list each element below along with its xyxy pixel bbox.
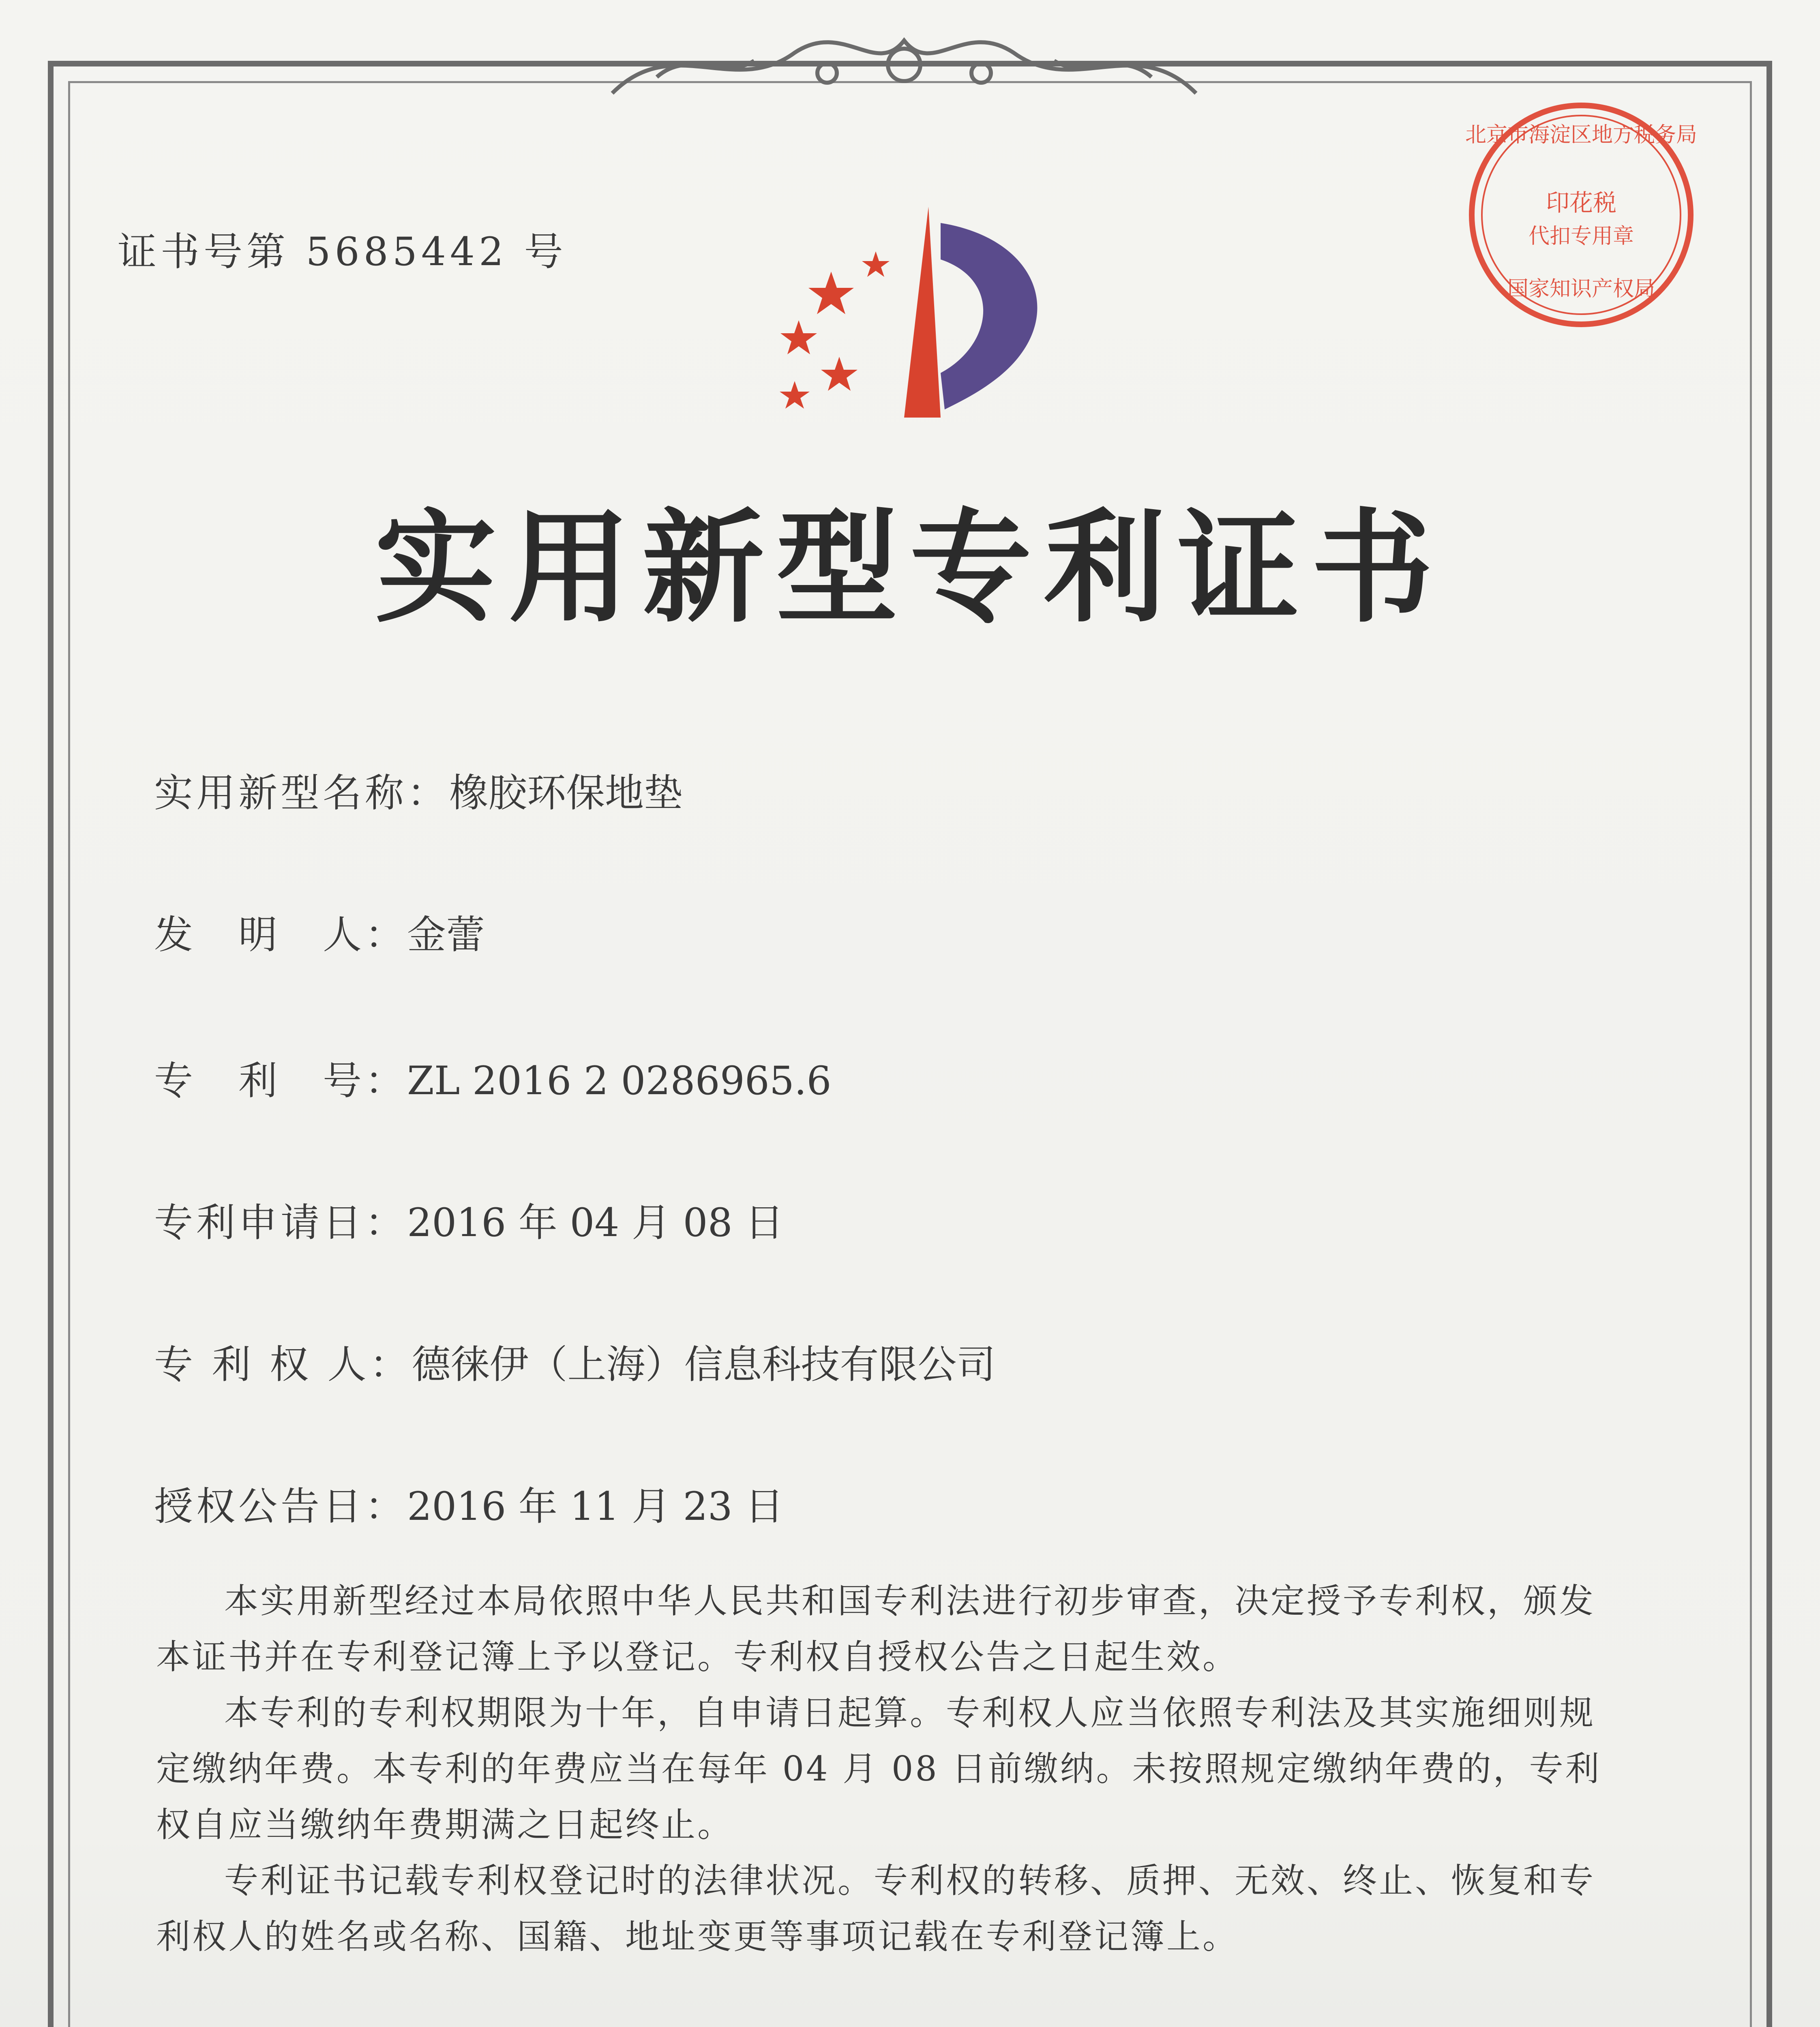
certificate-number-label: 证书号第 <box>118 229 289 274</box>
field-inventor <box>154 904 485 960</box>
certificate-number <box>118 221 567 276</box>
field-value: 2016 年 04 月 08 日 <box>407 1200 784 1245</box>
field-value: ZL 2016 2 0286965.6 <box>407 1058 832 1103</box>
field-patentee <box>154 1334 996 1389</box>
field-filing-date <box>154 1192 784 1247</box>
field-patent-number <box>154 1050 832 1106</box>
certificate-title: 实用新型专利证书 <box>375 496 1445 639</box>
field-grant-date <box>154 1476 784 1531</box>
body-paragraph: 本专利的专利权期限为十年，自申请日起算。专利权人应当依照专利法及其实施细则规定缴纳年费。本专利的年费应当在每年 04 月 08 日前缴纳。未按照规定缴纳年费的，专利权自应当缴纳年费期满之日起终止。 <box>156 1693 1601 1845</box>
tax-seal-outer-text: 北京市海淀区地方税务局 <box>1465 123 1698 147</box>
sipo-logo-icon <box>750 191 1074 442</box>
field-label: 专 利 号： <box>154 1058 407 1103</box>
field-utility-model-name <box>154 762 683 818</box>
field-value: 橡胶环保地垫 <box>449 770 683 816</box>
tax-seal-inner-text-2: 代扣专用章 <box>1528 224 1634 249</box>
body-paragraph: 专利证书记载专利权登记时的法律状况。专利权的转移、质押、无效、终止、恢复和专利权人的姓名或名称、国籍、地址变更等事项记载在专利登记簿上。 <box>156 1861 1596 1956</box>
field-label: 专 利 权 人： <box>154 1342 412 1387</box>
field-value: 德徕伊（上海）信息科技有限公司 <box>412 1342 996 1387</box>
certificate-number-value: 5685442 <box>306 229 508 274</box>
field-label: 发 明 人： <box>154 912 407 958</box>
field-value: 金蕾 <box>407 912 485 958</box>
field-label: 实用新型名称： <box>154 770 449 816</box>
body-paragraph: 本实用新型经过本局依照中华人民共和国专利法进行初步审查，决定授予专利权，颁发本证书并在专利登记簿上予以登记。专利权自授权公告之日起生效。 <box>156 1581 1596 1677</box>
tax-stamp-seal <box>1460 93 1703 336</box>
field-value: 2016 年 11 月 23 日 <box>407 1484 784 1529</box>
tax-seal-inner-text-1: 印花税 <box>1546 189 1617 216</box>
field-label: 授权公告日： <box>154 1484 407 1529</box>
field-label: 专利申请日： <box>154 1200 407 1245</box>
certificate-body <box>156 1573 1616 1965</box>
tax-seal-bottom-text: 国家知识产权局 <box>1507 277 1655 301</box>
top-ornament <box>600 16 1208 109</box>
certificate-number-suffix: 号 <box>524 229 567 274</box>
